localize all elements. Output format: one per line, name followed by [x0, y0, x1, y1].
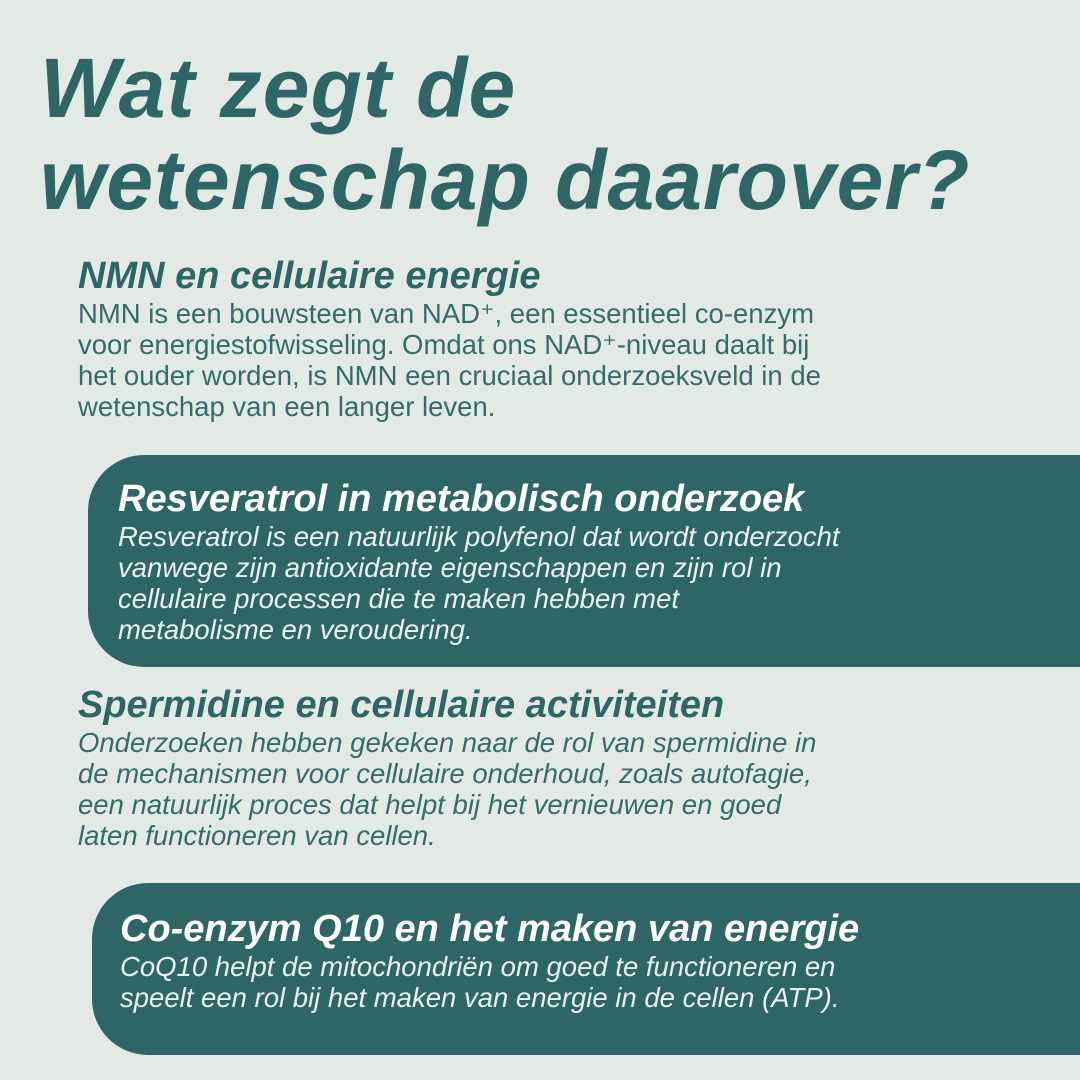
page-title	[40, 42, 1060, 226]
body-line: wetenschap van een langer leven.	[78, 391, 496, 422]
body-line: de mechanismen voor cellulaire onderhoud, zoals autofagie,	[78, 758, 812, 789]
body-line: cellulaire processen die te maken hebben met	[118, 583, 680, 614]
body-line: het ouder worden, is NMN een cruciaal onderzoeksveld in de	[78, 360, 821, 391]
page-title-line-1: Wat zegt de	[40, 41, 517, 135]
section-nmn	[78, 254, 1068, 422]
body-line: NMN is een bouwsteen van NAD⁺, een essentieel co-enzym	[78, 298, 814, 329]
section-body-resveratrol	[118, 521, 1060, 645]
body-line: speelt een rol bij het maken van energie in de cellen (ATP).	[120, 982, 840, 1013]
body-line: Resveratrol is een natuurlijk polyfenol dat wordt onderzocht	[118, 521, 840, 552]
body-line: metabolisme en veroudering.	[118, 614, 473, 645]
body-line: vanwege zijn antioxidante eigenschappen en zijn rol in	[118, 552, 782, 583]
section-heading-spermidine: Spermidine en cellulaire activiteiten	[78, 684, 725, 726]
body-line: CoQ10 helpt de mitochondriën om goed te functioneren en	[120, 951, 836, 982]
section-body-spermidine	[78, 727, 1068, 851]
section-spermidine	[78, 683, 1068, 851]
section-card-coq10	[92, 883, 1080, 1055]
section-heading-nmn: NMN en cellulaire energie	[78, 255, 541, 297]
section-heading-resveratrol: Resveratrol in metabolisch onderzoek	[118, 478, 805, 520]
body-line: Onderzoeken hebben gekeken naar de rol van spermidine in	[78, 727, 817, 758]
body-line: laten functioneren van cellen.	[78, 820, 436, 851]
section-heading-coq10: Co-enzym Q10 en het maken van energie	[120, 908, 860, 950]
section-card-resveratrol	[88, 455, 1080, 667]
page-title-line-2: wetenschap daarover?	[40, 133, 971, 227]
section-body-coq10	[120, 951, 1060, 1013]
body-line: voor energiestofwisseling. Omdat ons NAD⁺-niveau daalt bij	[78, 329, 810, 360]
section-body-nmn	[78, 298, 1068, 422]
body-line: een natuurlijk proces dat helpt bij het vernieuwen en goed	[78, 789, 782, 820]
